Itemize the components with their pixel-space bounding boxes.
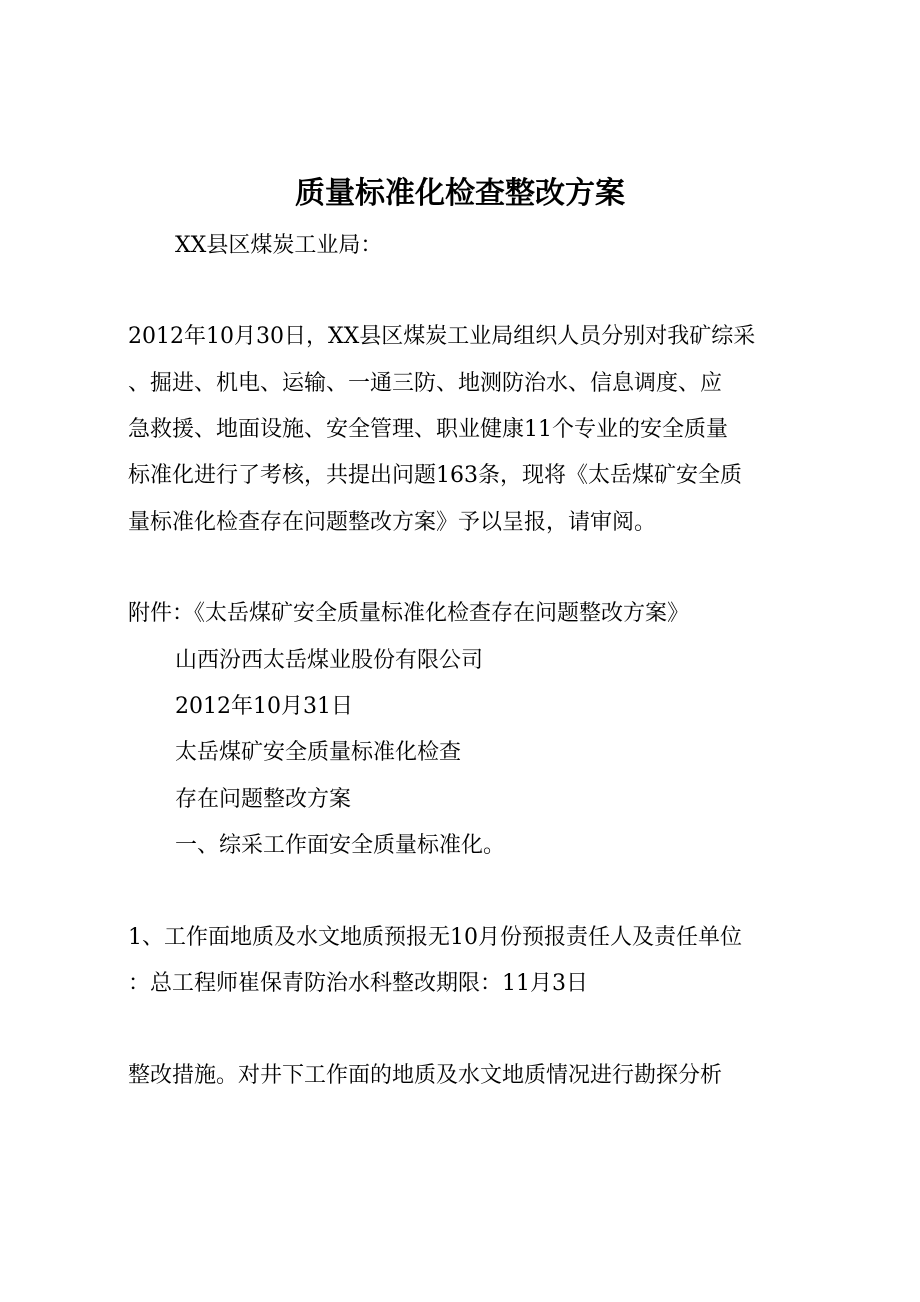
measures-line: 整改措施。对井下工作面的地质及水文地质情况进行勘探分析	[128, 1063, 723, 1088]
subtitle-line: 太岳煤矿安全质量标准化检查	[175, 740, 462, 765]
subtitle-line: 存在问题整改方案	[175, 787, 352, 812]
item-line: ：总工程师崔保青防治水科整改期限：11月3日	[128, 971, 588, 996]
paragraph-line: 、掘进、机电、运输、一通三防、地测防治水、信息调度、应	[128, 371, 723, 396]
paragraph-line: 量标准化检查存在问题整改方案》予以呈报，请审阅。	[128, 510, 657, 535]
paragraph-line: 急救援、地面设施、安全管理、职业健康11个专业的安全质量	[128, 417, 728, 442]
salutation: XX县区煤炭工业局：	[175, 233, 383, 258]
company-name: 山西汾西太岳煤业股份有限公司	[175, 648, 484, 673]
paragraph-line: 2012年10月30日，XX县区煤炭工业局组织人员分别对我矿综采	[128, 324, 756, 349]
paragraph-line: 标准化进行了考核，共提出问题163条，现将《太岳煤矿安全质	[128, 463, 742, 488]
section-heading: 一、综采工作面安全质量标准化。	[175, 833, 506, 858]
attachment-line: 附件：《太岳煤矿安全质量标准化检查存在问题整改方案》	[128, 601, 690, 626]
document-date: 2012年10月31日	[175, 694, 353, 719]
document-title: 质量标准化检查整改方案	[295, 176, 625, 211]
item-line: 1、工作面地质及水文地质预报无10月份预报责任人及责任单位	[128, 925, 742, 950]
